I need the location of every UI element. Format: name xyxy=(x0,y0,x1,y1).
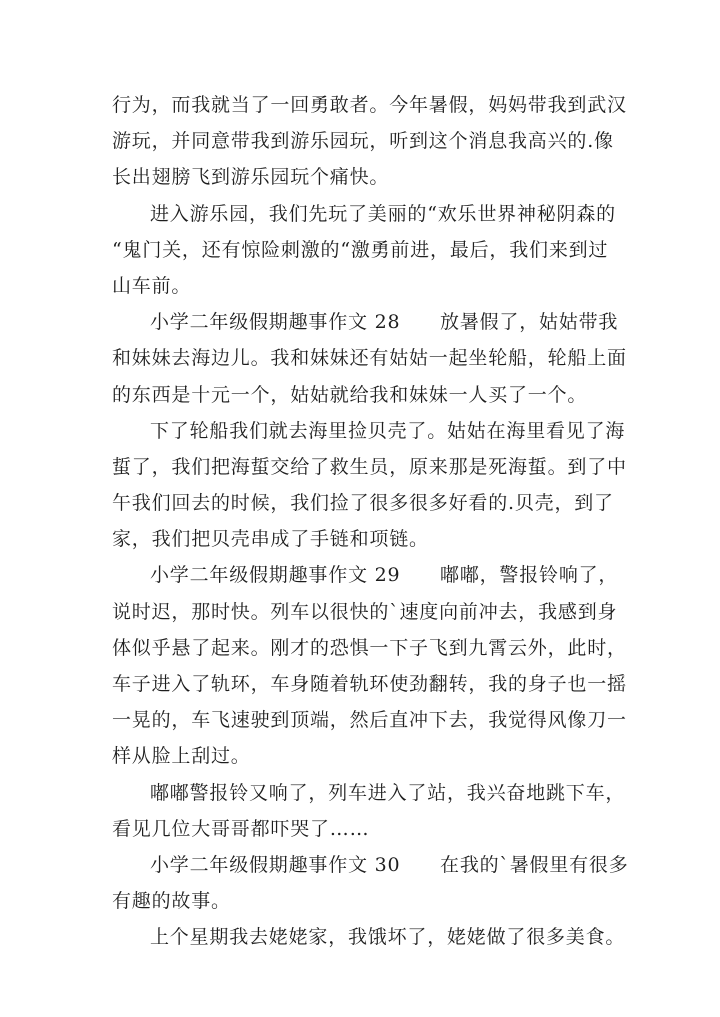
text-line: 山车前。 xyxy=(112,274,192,297)
paragraph-8 xyxy=(112,919,627,955)
paragraph-1 xyxy=(112,87,627,196)
paragraph-4 xyxy=(112,413,627,558)
text-line: 车子进入了轨环，车身随着轨环使劲翻转，我的身子也一摇 xyxy=(112,673,627,695)
paragraph-5 xyxy=(112,557,627,774)
text-line: 和妹妹去海边儿。我和妹妹还有姑姑一起坐轮船，轮船上面 xyxy=(112,347,627,370)
text-line: 游玩，并同意带我到游乐园玩，听到这个消息我高兴的.像 xyxy=(112,130,614,153)
text-line: 样从脸上刮过。 xyxy=(112,745,251,768)
text-line: 体似乎悬了起来。刚才的恐惧一下子飞到九霄云外，此时， xyxy=(112,636,627,659)
text-line: 家，我们把贝壳串成了手链和项链。 xyxy=(112,528,429,551)
text-line: 嘟嘟警报铃又响了，列车进入了站，我兴奋地跳下车， xyxy=(150,781,626,804)
paragraph-7 xyxy=(112,847,627,919)
text-line: 上个星期我去姥姥家，我饿坏了，姥姥做了很多美食。 xyxy=(150,926,626,949)
text-line: 的东西是十元一个，姑姑就给我和妹妹一人买了一个。 xyxy=(112,383,588,406)
text-line: 蜇了，我们把海蜇交给了救生员，原来那是死海蜇。到了中 xyxy=(112,455,627,478)
text-line: 进入游乐园，我们先玩了美丽的“欢乐世界神秘阴森的 xyxy=(150,202,616,225)
text-line: 小学二年级假期趣事作文 28 放暑假了，姑姑带我 xyxy=(150,311,619,334)
text-line: 说时迟，那时快。列车以很快的`速度向前冲去，我感到身 xyxy=(112,600,618,623)
paragraph-2 xyxy=(112,196,627,305)
text-line: 小学二年级假期趣事作文 29 嘟嘟，警报铃响了， xyxy=(150,564,619,587)
text-line: “鬼门关，还有惊险刺激的“激勇前进，最后，我们来到过 xyxy=(112,238,609,261)
text-line: 有趣的故事。 xyxy=(112,890,231,913)
text-line: 一晃的，车飞速驶到顶端，然后直冲下去，我觉得风像刀一 xyxy=(112,709,627,732)
document-body xyxy=(112,87,627,956)
text-line: 午我们回去的时候，我们捡了很多很多好看的.贝壳，到了 xyxy=(112,492,614,515)
text-line: 行为，而我就当了一回勇敢者。今年暑假，妈妈带我到武汉 xyxy=(112,94,627,116)
text-line: 下了轮船我们就去海里捡贝壳了。姑姑在海里看见了海 xyxy=(150,419,626,442)
text-line: 长出翅膀飞到游乐园玩个痛快。 xyxy=(112,166,390,189)
text-line: 看见几位大哥哥都吓哭了…… xyxy=(112,817,370,840)
paragraph-6 xyxy=(112,775,627,847)
paragraph-3 xyxy=(112,304,627,413)
text-line: 小学二年级假期趣事作文 30 在我的`暑假里有很多 xyxy=(150,853,629,876)
